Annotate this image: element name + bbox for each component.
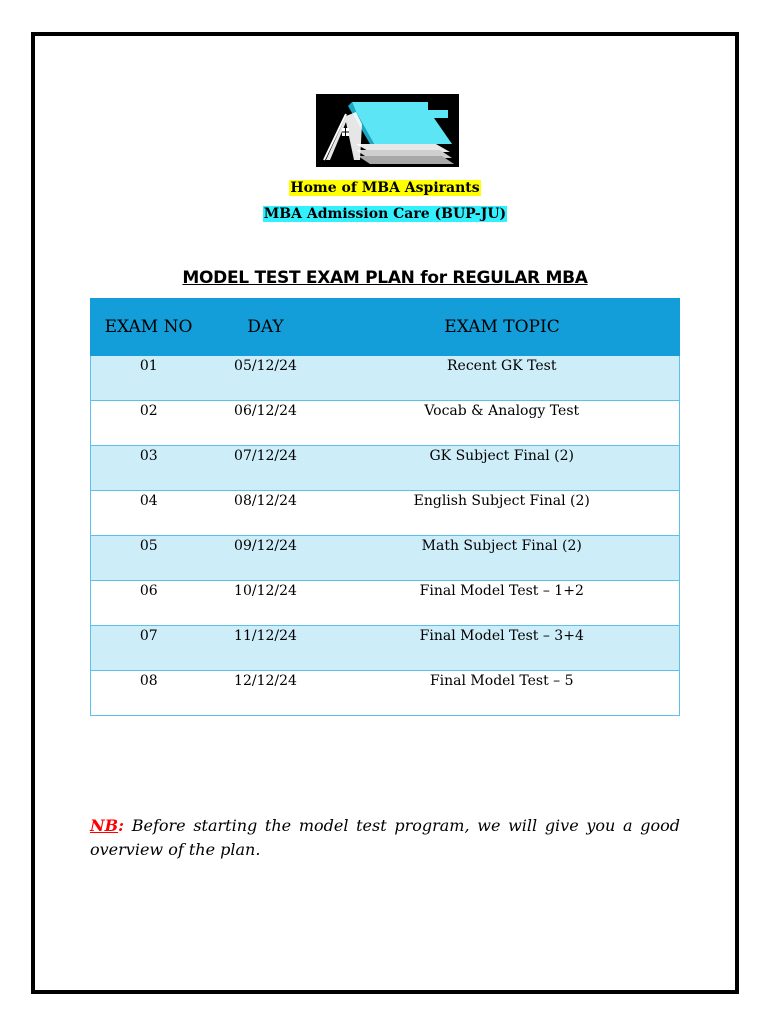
table-row xyxy=(91,671,680,716)
table-row xyxy=(91,491,680,536)
column-header-day: DAY xyxy=(207,299,325,356)
exam-no-cell: 06 xyxy=(91,581,207,626)
day-cell: 11/12/24 xyxy=(207,626,325,671)
table-row xyxy=(91,626,680,671)
exam-no-cell: 04 xyxy=(91,491,207,536)
table-row xyxy=(91,401,680,446)
table-row xyxy=(91,581,680,626)
exam-no-cell: 03 xyxy=(91,446,207,491)
org-tagline-text: Home of MBA Aspirants xyxy=(290,180,480,196)
column-header-exam-no: EXAM NO xyxy=(91,299,207,356)
exam-topic-cell: Math Subject Final (2) xyxy=(325,536,680,581)
document-page xyxy=(31,32,739,994)
org-name-text: MBA Admission Care (BUP-JU) xyxy=(263,206,507,222)
day-cell: 07/12/24 xyxy=(207,446,325,491)
exam-topic-cell: Final Model Test – 1+2 xyxy=(325,581,680,626)
table-row xyxy=(91,536,680,581)
exam-no-cell: 01 xyxy=(91,356,207,401)
day-cell: 12/12/24 xyxy=(207,671,325,716)
column-header-exam-topic: EXAM TOPIC xyxy=(325,299,680,356)
exam-topic-cell: English Subject Final (2) xyxy=(325,491,680,536)
house-roof-logo-icon xyxy=(316,94,459,167)
note-label: NB xyxy=(90,816,119,835)
exam-plan-table xyxy=(90,298,680,716)
table-header-row xyxy=(91,299,680,356)
exam-topic-cell: Recent GK Test xyxy=(325,356,680,401)
exam-no-cell: 07 xyxy=(91,626,207,671)
day-cell: 05/12/24 xyxy=(207,356,325,401)
exam-topic-cell: Final Model Test – 5 xyxy=(325,671,680,716)
exam-no-cell: 02 xyxy=(91,401,207,446)
exam-no-cell: 05 xyxy=(91,536,207,581)
day-cell: 08/12/24 xyxy=(207,491,325,536)
document-title: MODEL TEST EXAM PLAN for REGULAR MBA xyxy=(182,268,588,288)
note-text: Before starting the model test program, we will give you a good overview of the plan. xyxy=(90,816,680,859)
table-row xyxy=(91,356,680,401)
note-colon: : xyxy=(118,816,125,835)
day-cell: 06/12/24 xyxy=(207,401,325,446)
table-row xyxy=(91,446,680,491)
exam-topic-cell: Final Model Test – 3+4 xyxy=(325,626,680,671)
exam-no-cell: 08 xyxy=(91,671,207,716)
exam-topic-cell: Vocab & Analogy Test xyxy=(325,401,680,446)
day-cell: 10/12/24 xyxy=(207,581,325,626)
note-paragraph xyxy=(90,814,680,862)
day-cell: 09/12/24 xyxy=(207,536,325,581)
org-tagline xyxy=(35,179,735,197)
org-name xyxy=(35,205,735,223)
exam-topic-cell: GK Subject Final (2) xyxy=(325,446,680,491)
